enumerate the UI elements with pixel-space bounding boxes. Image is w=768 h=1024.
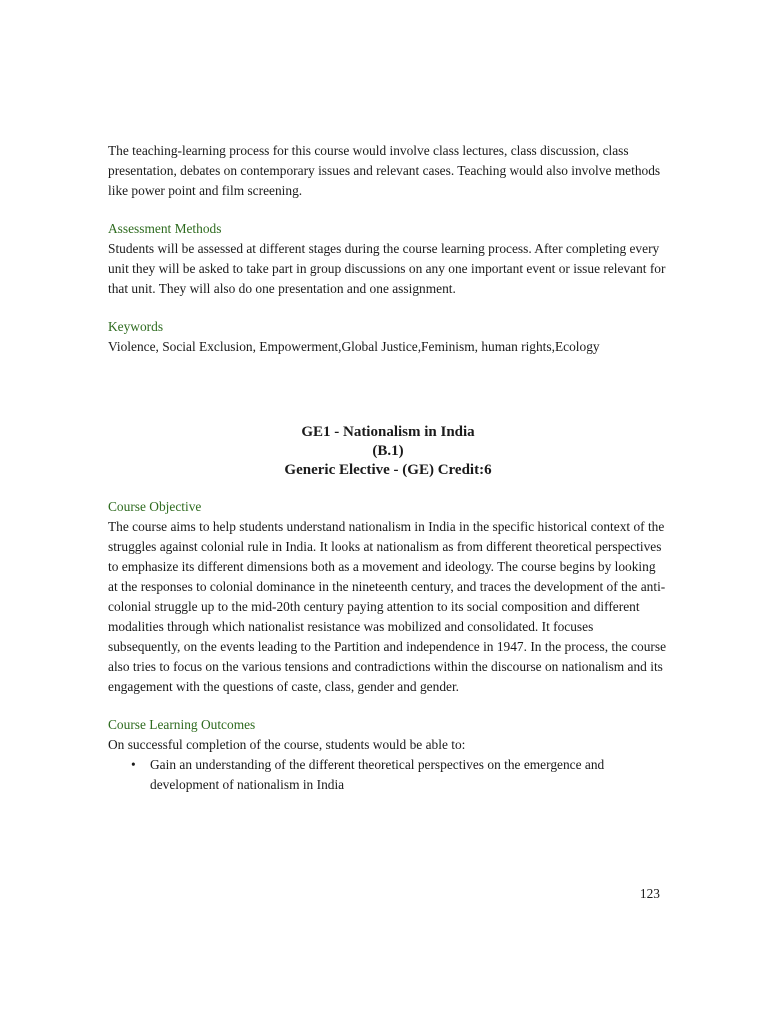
assessment-section: [108, 219, 668, 299]
objective-text: The course aims to help students understand nationalism in India in the specific historical context of the struggles against colonial rule in India. It looks at nationalism as from different theoretical perspectives to emphasize its different dimensions both as a movement and ideology. The course begins by looking at the responses to colonial dominance in the nineteenth century, and traces the development of the anti-colonial struggle up to the mid-20th century paying attention to its social composition and different modalities through which nationalist resistance was mobilized and consolidated. It focuses subsequently, on the events leading to the Partition and independence in 1947. In the process, the course also tries to focus on the various tensions and contradictions within the discourse on nationalism and its engagement with the questions of caste, class, gender and gender.: [108, 519, 667, 694]
page-number: 123: [639, 886, 660, 901]
outcomes-list: [108, 755, 668, 795]
assessment-text: Students will be assessed at different stages during the course learning process. After completing every unit they will be asked to take part in group discussions on any one important event or issue relevant for that unit. They will also do one presentation and one assignment.: [108, 241, 666, 296]
keywords-heading: Keywords: [108, 319, 164, 334]
course-title-block: [108, 423, 668, 480]
document-page: [108, 141, 668, 795]
assessment-heading: Assessment Methods: [108, 221, 222, 236]
course-title: GE1 - Nationalism in India: [301, 424, 475, 440]
objective-heading: Course Objective: [108, 499, 202, 514]
outcomes-intro: On successful completion of the course, students would be able to:: [108, 737, 466, 752]
keywords-text: Violence, Social Exclusion, Empowerment,Global Justice,Feminism, human rights,Ecology: [108, 339, 600, 354]
list-item: [131, 755, 668, 795]
course-code: (B.1): [372, 443, 404, 459]
intro-paragraph: The teaching-learning process for this course would involve class lectures, class discussion, class presentation, debates on contemporary issues and relevant cases. Teaching would also involve methods like power point and film screening.: [108, 143, 661, 198]
outcomes-section: [108, 715, 668, 795]
course-credit: Generic Elective - (GE) Credit:6: [284, 462, 492, 478]
outcomes-heading: Course Learning Outcomes: [108, 717, 256, 732]
objective-section: [108, 497, 668, 697]
outcome-text: Gain an understanding of the different theoretical perspectives on the emergence and development of nationalism in India: [150, 757, 605, 792]
keywords-section: [108, 317, 668, 357]
bullet-icon: •: [131, 757, 136, 772]
